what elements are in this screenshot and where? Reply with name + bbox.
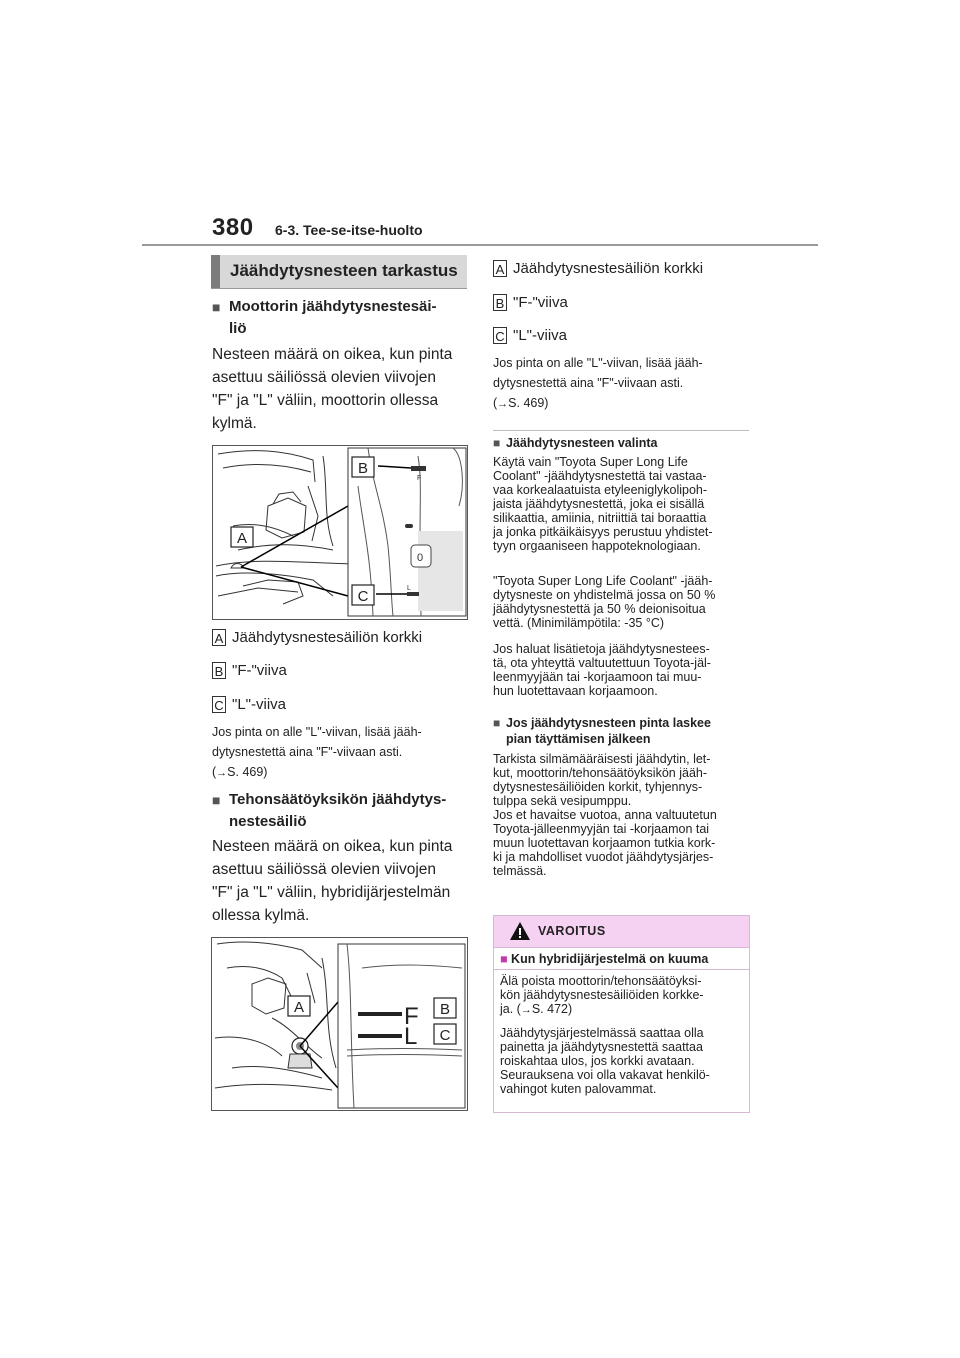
warning-text-1: Älä poista moottorin/tehonsäätöyksi- kön jäähdytysnestesäiliöiden korkke- ja. (→S. 472) — [500, 974, 704, 1016]
section-title-box — [211, 255, 467, 288]
coolant-info-text: Jos haluat lisätietoja jäähdytysnestees- tä, ota yhteyttä valtuutettuun Toyota-jäl- leenmyyjään tai -korjaamoon tai muu- hun luotettavaan korjaamoon. — [493, 642, 711, 698]
callout-a: A — [236, 530, 248, 547]
callout-a: A — [293, 999, 305, 1016]
coolant-selection-text: Käytä vain "Toyota Super Long Life Coolant" -jäähdytysnestettä tai vastaa- vaa korkealaatuista etyleeniglykolipoh- jaista jäähdytysnestettä, joka ei sisällä silikaattia, amiinia, nitriittiä tai boraattia ja jonka pitkäikäisyys perustuu yhdistet- tyyn orgaaniseen happoteknologiaan. — [493, 455, 713, 553]
level-drop-text: Tarkista silmämääräisesti jäähdytin, let- kut, moottorin/tehonsäätöyksikön jääh- dytysnestesäiliöiden korkit, tyhjennys- tulppa sekä vesipumppu. Jos et havaitse vuotoa, anna valtuutetun Toyota-jälleenmyyjän tai -korjaamon tai muun luotettavan korjaamon tutkia kork- ki ja mahdolliset vuodot jäähdytysjärjes- telmässä. — [493, 752, 717, 878]
coolant-mix-text: "Toyota Super Long Life Coolant" -jääh- dytysneste on yhdistelmä jossa on 50 % jäähdytysnestettä ja 50 % deionisoitua vettä. (Minimilämpötila: -35 °C) — [493, 574, 716, 630]
warning-triangle-icon — [509, 921, 531, 941]
warning-header — [494, 916, 749, 947]
engine-reservoir-heading: ■ Moottorin jäähdytysnestesäi- liö — [212, 298, 437, 337]
coolant-selection-heading: ■ Jäähdytysnesteen valinta — [493, 436, 658, 450]
engine-bay-illustration — [213, 446, 467, 619]
warning-heading: ■ Kun hybridijärjestelmä on kuuma — [500, 952, 709, 966]
l-mark: L — [407, 585, 411, 592]
f-line-mark: F — [404, 1003, 419, 1030]
callout-b: B — [357, 460, 369, 477]
pcu-reservoir-text: Nesteen määrä on oikea, kun pinta asettuu säiliössä olevien viivojen "F" ja "L" väliin, hybridijärjestelmän ollessa kylmä. — [212, 838, 453, 924]
page-reference-link[interactable]: S. 469) — [227, 765, 268, 779]
square-bullet-icon: ■ — [493, 436, 501, 450]
pcu-reservoir-heading: ■ Tehonsäätöyksikön jäähdytys- nestesäiliö — [212, 791, 447, 830]
section-title: Jäähdytysnesteen tarkastus — [230, 261, 458, 280]
square-bullet-icon: ■ — [212, 792, 221, 808]
callout-c: C — [357, 588, 369, 605]
dial-zero-label: 0 — [416, 552, 424, 564]
section-header: 6-3. Tee-se-itse-huolto — [275, 222, 423, 238]
legend-item-c-2: C "L"-viiva — [493, 327, 755, 347]
legend-item-a-2: A Jäähdytysnestesäiliön korkki — [493, 260, 755, 280]
legend-item-c: C "L"-viiva — [212, 696, 474, 716]
warning-text-2: Jäähdytysjärjestelmässä saattaa olla painetta ja jäähdytysnestettä saattaa roiskahtaa ulos, jos korkki avataan. Seurauksena voi olla vakavat henkilö- vahingot kuten palovammat. — [500, 1026, 710, 1096]
pcu-bay-illustration — [212, 938, 467, 1110]
legend-item-b-2: B "F-"viiva — [493, 294, 755, 314]
page-ref-arrow-icon: → — [497, 398, 509, 410]
f-mark: F — [417, 475, 422, 482]
square-bullet-icon: ■ — [493, 716, 501, 730]
engine-reservoir-text: Nesteen määrä on oikea, kun pinta asettuu säiliössä olevien viivojen "F" ja "L" väliin, moottorin ollessa kylmä. — [212, 346, 453, 432]
refill-note-2: Jos pinta on alle "L"-viivan, lisää jääh- dytysnestettä aina "F"-viivaan asti. (→S. 469) — [493, 356, 703, 410]
legend-item-a: A Jäähdytysnestesäiliön korkki — [212, 629, 474, 649]
callout-c: C — [439, 1027, 451, 1044]
legend-item-b: B "F-"viiva — [212, 662, 474, 682]
callout-b: B — [439, 1001, 451, 1018]
title-rule — [211, 288, 467, 289]
header-rule — [142, 244, 818, 246]
page-reference-link[interactable]: S. 472) — [531, 1002, 573, 1016]
square-bullet-icon: ■ — [212, 299, 221, 315]
refill-note: Jos pinta on alle "L"-viivan, lisää jääh- dytysnestettä aina "F"-viivaan asti. (→S. 469) — [212, 725, 422, 779]
warning-box — [493, 915, 750, 1113]
engine-reservoir-figure — [212, 445, 468, 620]
section-divider — [493, 430, 749, 431]
warning-header-rule — [494, 947, 749, 948]
l-line-mark: L — [404, 1023, 418, 1050]
page-ref-arrow-icon: → — [216, 767, 228, 779]
page-ref-arrow-icon: → — [520, 1004, 532, 1016]
square-bullet-icon: ■ — [500, 952, 508, 966]
page-reference-link[interactable]: S. 469) — [508, 396, 549, 410]
pcu-reservoir-figure — [211, 937, 468, 1111]
level-drop-heading: ■ Jos jäähdytysnesteen pinta laskee pian täyttämisen jälkeen — [493, 716, 711, 746]
warning-title: VAROITUS — [538, 924, 606, 938]
warning-heading-rule — [494, 969, 749, 970]
page-number: 380 — [212, 214, 254, 241]
